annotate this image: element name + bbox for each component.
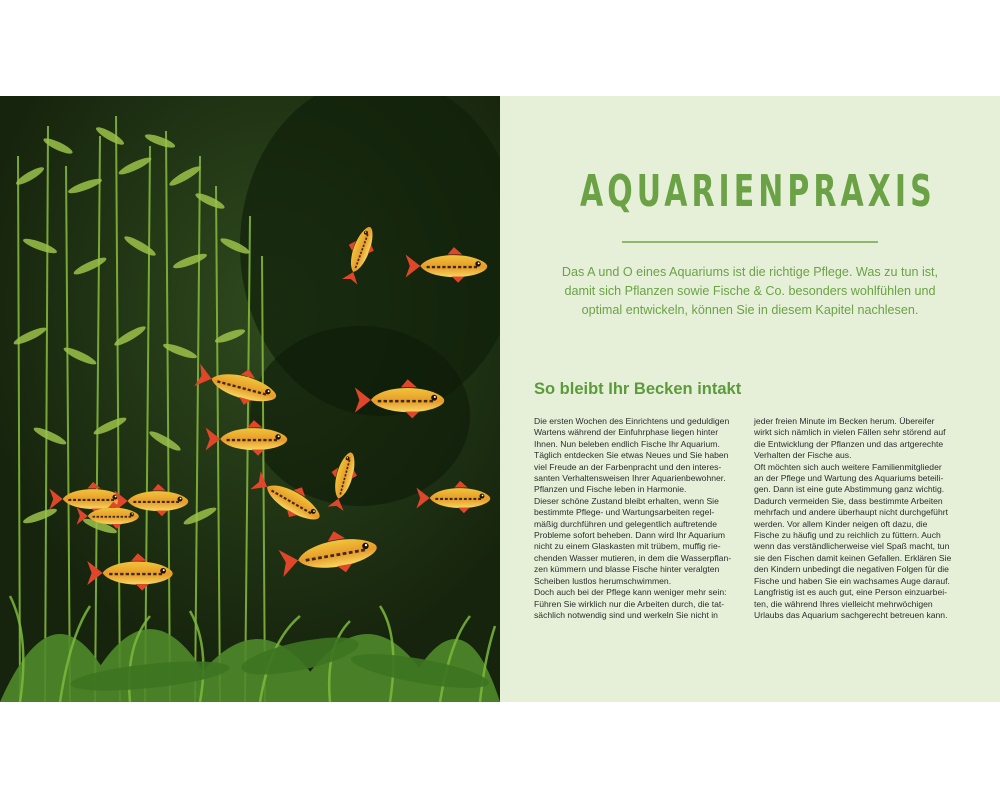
body-line: mäßig durchführen und gelegentlich auftretende — [534, 518, 717, 529]
book-spread — [0, 96, 1000, 702]
intro-line: damit sich Pflanzen sowie Fische & Co. besonders wohlfühlen und — [564, 284, 936, 298]
body-line: santen Verhaltensweisen Ihrer Aquarienbewohner. — [534, 473, 726, 484]
body-line: Pflanzen und Fische leben in Harmonie. — [534, 484, 687, 495]
body-line: Oft möchten sich auch weitere Familienmitglieder — [754, 461, 942, 472]
body-line: Wartens während der Einfuhrphase liegen hinter — [534, 427, 719, 438]
body-line: Doch auch bei der Pflege kann weniger mehr sein: — [534, 587, 727, 598]
body-line: mehrfach und andere überhaupt nicht durchgeführt — [754, 507, 948, 518]
body-line: gen. Dann ist eine gute Abstimmung ganz wichtig. — [754, 484, 945, 495]
body-line: Fische und haben Sie ein wachsames Auge darauf. — [754, 575, 950, 586]
body-line: Führen Sie wirklich nur die Arbeiten durch, die tat- — [534, 598, 725, 609]
body-line: Langfristig ist es auch gut, eine Person einzuarbei- — [754, 587, 947, 598]
body-line: ten, die während Ihres vielleicht mehrwöchigen — [754, 598, 933, 609]
body-line: jeder freien Minute im Becken herum. Übereifer — [754, 416, 935, 426]
body-line: viel Freude an der Farbenpracht und den interes- — [534, 461, 722, 472]
chapter-intro — [540, 263, 960, 320]
body-line: Dieser schöne Zustand bleibt erhalten, wenn Sie — [534, 495, 719, 506]
body-line: den Kindern unbedingt die negativen Folgen für die — [754, 564, 949, 575]
body-line: chenden Wasser mutieren, in dem die Wasserpflan- — [534, 552, 732, 563]
body-line: bestimmte Pflege- und Wartungsarbeiten regel- — [534, 507, 715, 518]
body-line: Probleme sofort beheben. Dann wird Ihr Aquarium — [534, 530, 726, 541]
intro-line: Das A und O eines Aquariums ist die richtige Pflege. Was zu tun ist, — [561, 265, 939, 279]
body-line: die Entwicklung der Pflanzen und das artgerechte — [754, 438, 944, 449]
aquarium-photo — [0, 96, 500, 702]
body-column-left — [534, 416, 748, 621]
body-line: Urlaubs das Aquarium sachgerecht betreuen kann. — [754, 609, 948, 620]
text-page — [500, 96, 1000, 702]
body-line: Die ersten Wochen des Einrichtens und geduldigen — [534, 416, 730, 426]
body-line: sie den Fischen damit keinen Gefallen. Erklären Sie — [754, 552, 952, 563]
body-line: wenn das verständlicherweise viel Spaß macht, tun — [754, 541, 950, 552]
body-line: werden. Vor allem Kinder neigen oft dazu, die — [754, 518, 928, 529]
body-line: Verhalten der Fische aus. — [754, 450, 852, 461]
body-line: Täglich entdecken Sie etwas Neues und Sie haben — [534, 450, 729, 461]
body-line: wirkt sich nämlich in vielen Fällen sehr störend auf — [754, 427, 946, 438]
body-line: Dadurch vermeiden Sie, dass bestimmte Arbeiten — [754, 495, 943, 506]
body-line: Fische zu häufig und zu reichlich zu füttern. Auch — [754, 530, 941, 541]
title-divider — [622, 241, 878, 243]
section-heading: So bleibt Ihr Becken intakt — [534, 380, 742, 398]
body-line: sächlich notwendig sind und werkeln Sie nicht in — [534, 609, 718, 620]
chapter-title: AQUARIENPRAXIS — [580, 166, 936, 217]
body-line: nicht zu einem Glaskasten mit trübem, muffig rie- — [534, 541, 721, 552]
body-line: Ihnen. Nun beleben endlich Fische Ihr Aquarium. — [534, 438, 720, 449]
body-column-right — [754, 416, 968, 621]
body-line: Scheiben lustlos herumschwimmen. — [534, 575, 672, 586]
aquarium-illustration — [0, 96, 500, 702]
body-line: an der Pflege und Wartung des Aquariums beteili- — [754, 473, 944, 484]
body-line: zen kümmern und blasse Fische hinter veralgten — [534, 564, 720, 575]
intro-line: optimal entwickeln, können Sie in diesem Kapitel nachlesen. — [581, 303, 919, 317]
